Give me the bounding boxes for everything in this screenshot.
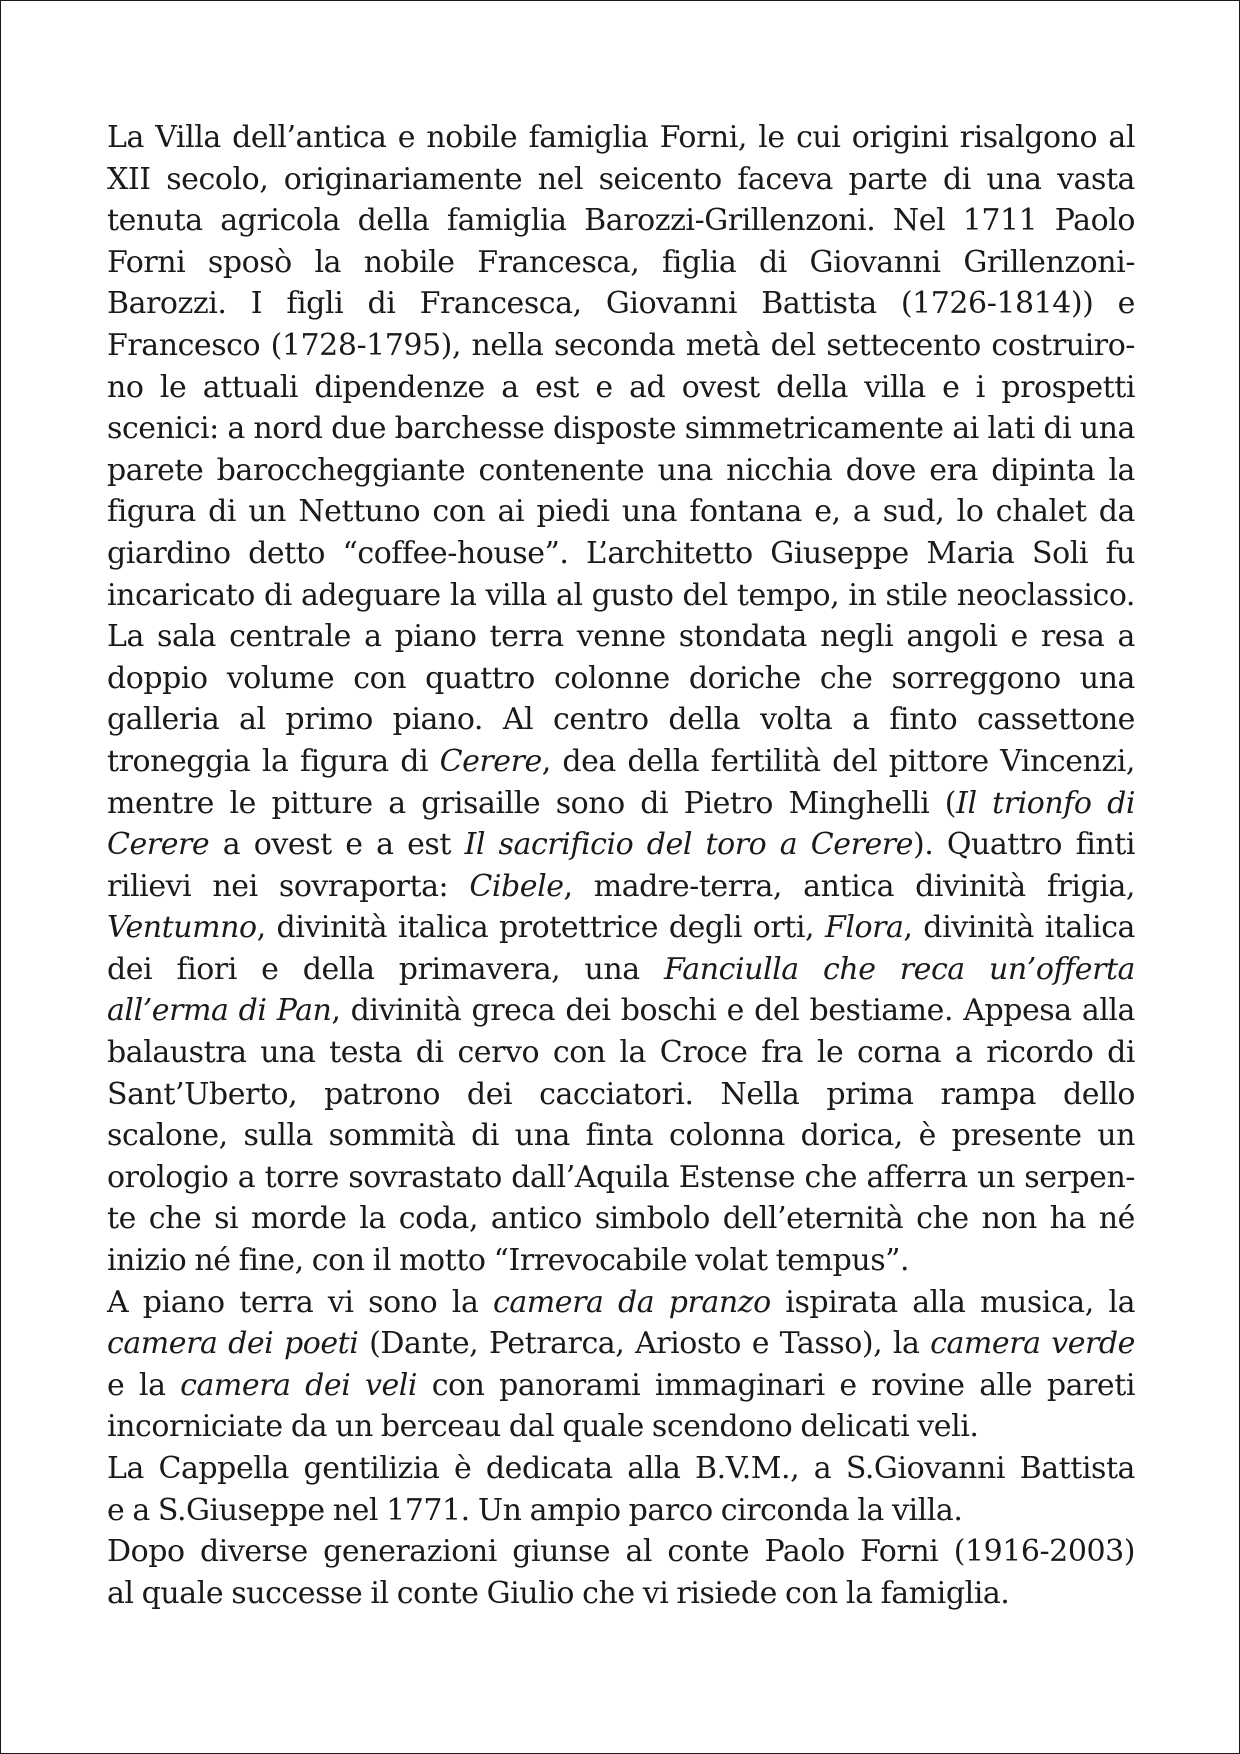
italic-text: Il sacrificio del toro a Cerere <box>464 827 913 863</box>
text-run: Dopo diverse generazioni giunse al conte Paolo Forni (1916-2003) <box>107 1534 1135 1570</box>
text-line <box>107 1365 1135 1407</box>
text-run: scenici: a nord due barchesse disposte simmetricamente ai lati di una <box>107 411 1135 447</box>
italic-text: all’erma di Pan <box>107 993 332 1029</box>
text-run: , divinità italica <box>903 910 1135 946</box>
text-run: a ovest e a est <box>209 827 465 863</box>
text-line <box>107 159 1135 201</box>
text-line <box>107 242 1135 284</box>
italic-text: Cerere <box>439 743 542 779</box>
text-line <box>107 1531 1135 1573</box>
text-line <box>107 1573 1135 1615</box>
italic-text: camera da pranzo <box>492 1284 771 1320</box>
text-run: inizio né fine, con il motto “Irrevocabile volat tempus”. <box>107 1243 910 1279</box>
text-line <box>107 866 1135 908</box>
text-line <box>107 907 1135 949</box>
text-line <box>107 367 1135 409</box>
text-run: te che si morde la coda, antico simbolo dell’eternità che non ha né <box>107 1201 1135 1237</box>
text-line <box>107 325 1135 367</box>
text-run: (Dante, Petrarca, Ariosto e Tasso), la <box>358 1326 931 1362</box>
text-run: orologio a torre sovrastato dall’Aquila Estense che afferra un serpen- <box>107 1159 1135 1195</box>
text-run: La sala centrale a piano terra venne stondata negli angoli e resa a <box>107 619 1135 655</box>
text-line <box>107 616 1135 658</box>
italic-text: Ventumno <box>107 910 257 946</box>
text-run: ispirata alla musica, la <box>770 1284 1135 1320</box>
italic-text: Il trionfo di <box>956 785 1135 821</box>
text-line <box>107 200 1135 242</box>
italic-text: Fanciulla che reca un’offerta <box>663 951 1135 987</box>
text-run: , divinità italica protettrice degli orti, <box>256 910 825 946</box>
italic-text: Cerere <box>107 827 210 863</box>
text-run: A piano terra vi sono la <box>107 1284 493 1320</box>
text-run: Barozzi. I figli di Francesca, Giovanni Battista (1726-1814)) e <box>107 286 1135 322</box>
text-run: al quale successe il conte Giulio che vi risiede con la famiglia. <box>107 1575 1010 1611</box>
text-run: Sant’Uberto, patrono dei cacciatori. Nella prima rampa dello <box>107 1076 1135 1112</box>
text-run: mentre le pitture a grisaille sono di Pietro Minghelli ( <box>107 785 957 821</box>
text-run: incorniciate da un berceau dal quale scendono delicati veli. <box>107 1409 979 1445</box>
text-line <box>107 1406 1135 1448</box>
italic-text: Flora <box>824 910 904 946</box>
text-run: XII secolo, originariamente nel seicento faceva parte di una vasta <box>107 161 1135 197</box>
text-run: tenuta agricola della famiglia Barozzi-Grillenzoni. Nel 1711 Paolo <box>107 203 1135 239</box>
italic-text: camera dei poeti <box>107 1326 359 1362</box>
italic-text: Cibele <box>469 868 564 904</box>
text-line <box>107 1490 1135 1532</box>
text-line <box>107 283 1135 325</box>
text-line <box>107 575 1135 617</box>
text-run: no le attuali dipendenze a est e ad ovest della villa e i prospetti <box>107 369 1135 405</box>
text-run: scalone, sulla sommità di una finta colonna dorica, è presente un <box>107 1118 1135 1154</box>
paragraph <box>107 1448 1135 1531</box>
text-run: balaustra una testa di cervo con la Croce fra le corna a ricordo di <box>107 1035 1135 1071</box>
text-line <box>107 117 1135 159</box>
text-run: giardino detto “coffee-house”. L’architetto Giuseppe Maria Soli fu <box>107 535 1135 571</box>
text-run: e a S.Giuseppe nel 1771. Un ampio parco circonda la villa. <box>107 1492 963 1528</box>
text-line <box>107 699 1135 741</box>
text-line <box>107 450 1135 492</box>
paragraph <box>107 1531 1135 1614</box>
text-line <box>107 658 1135 700</box>
text-line <box>107 990 1135 1032</box>
text-line <box>107 1448 1135 1490</box>
paragraph <box>107 117 1135 1282</box>
text-line <box>107 1198 1135 1240</box>
text-line <box>107 1157 1135 1199</box>
italic-text: camera verde <box>930 1326 1135 1362</box>
text-line <box>107 1032 1135 1074</box>
text-run: figura di un Nettuno con ai piedi una fontana e, a sud, lo chalet da <box>107 494 1135 530</box>
text-run: , dea della fertilità del pittore Vincenzi, <box>541 743 1135 779</box>
text-line <box>107 783 1135 825</box>
text-run: , madre-terra, antica divinità frigia, <box>563 868 1135 904</box>
text-line <box>107 533 1135 575</box>
text-line <box>107 949 1135 991</box>
text-line <box>107 1115 1135 1157</box>
text-run: ). Quattro finti <box>912 827 1135 863</box>
text-run: Francesco (1728-1795), nella seconda metà del settecento costruiro- <box>107 327 1135 363</box>
text-run: troneggia la figura di <box>107 743 440 779</box>
body-text <box>107 117 1135 1614</box>
text-run: galleria al primo piano. Al centro della volta a finto cassettone <box>107 702 1135 738</box>
text-line <box>107 408 1135 450</box>
text-run: La Cappella gentilizia è dedicata alla B.V.M., a S.Giovanni Battista <box>107 1451 1135 1486</box>
text-run: , divinità greca dei boschi e del bestiame. Appesa alla <box>331 993 1135 1029</box>
text-run: Forni sposò la nobile Francesca, figlia di Giovanni Grillenzoni- <box>107 244 1135 280</box>
text-run: doppio volume con quattro colonne doriche che sorreggono una <box>107 660 1135 696</box>
text-line <box>107 1074 1135 1116</box>
text-run: rilievi nei sovraporta: <box>107 868 470 904</box>
paragraph <box>107 1282 1135 1448</box>
text-line <box>107 1240 1135 1282</box>
text-run: incaricato di adeguare la villa al gusto del tempo, in stile neoclassico. <box>107 577 1135 613</box>
text-run: con panorami immaginari e rovine alle pareti <box>417 1367 1135 1403</box>
text-run: La Villa dell’antica e nobile famiglia Forni, le cui origini risalgono al <box>107 120 1135 155</box>
text-run: dei fiori e della primavera, una <box>107 951 664 987</box>
text-run: e la <box>107 1367 181 1403</box>
italic-text: camera dei veli <box>180 1367 418 1403</box>
text-line <box>107 491 1135 533</box>
text-line <box>107 824 1135 866</box>
text-line <box>107 1282 1135 1324</box>
text-run: parete baroccheggiante contenente una nicchia dove era dipinta la <box>107 452 1135 488</box>
text-line <box>107 741 1135 783</box>
text-line <box>107 1323 1135 1365</box>
